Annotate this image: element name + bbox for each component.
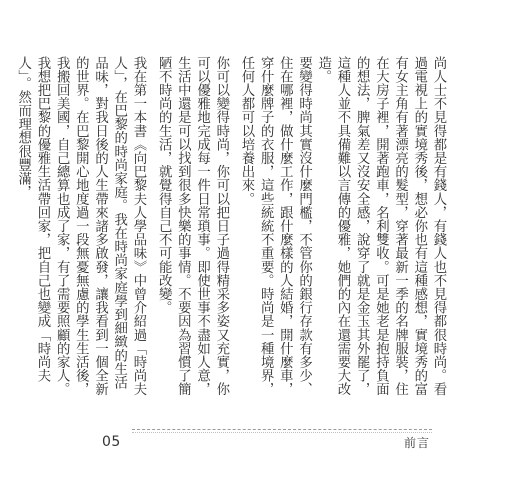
footer-divider xyxy=(132,429,432,430)
section-label: 前言 xyxy=(404,436,431,450)
body-text xyxy=(15,56,448,401)
paragraph-1: 尚人士不見得都是有錢人，有錢人也不見得都很時尚。看過電視上的實境秀後，想必你也有這種感想，實境秀的富有女主角有著漂亮的髮型，穿著最新一季的名牌服裝，住在大房子裡，開著跑車，名利雙收。可是她老是抱持負面的想法，脾氣差又沒安全感，說穿了就是金玉其外罷了，這種人並不具備難以言傳的優雅，她們的內在還需要大改造。 xyxy=(315,56,446,396)
page-number: 05 xyxy=(102,434,121,450)
paragraph-2: 要變得時尚其實沒什麼門檻，不管你的銀行存款有多少、住在哪裡，做什麼工作，跟什麼樣的人結婚，開什麼車，穿什麼牌子的衣服，這些統統不重要。時尚是一種境界，任何人都可以培養出來。 xyxy=(238,56,312,396)
paragraph-3: 你可以變得時尚，你可以把日子過得精采多姿又充實，你可以優雅地完成每一件日常瑣事。即使世事不盡如人意，生活中還是可以找到很多快樂的事情。不要因為習慣了簡陋不時尚的生活，就覺得自己不可能改變。 xyxy=(156,56,229,396)
paragraph-4: 我在第一本書《向巴黎夫人學品味》中曾介紹過「時尚夫人」，在巴黎的時尚家庭。我在時尚家庭學到細緻的生活品味，對我日後的人生帶來諸多啟發，讓我看到一個全新的世界。在巴黎開心地度過一段無憂無慮的學生生活後，我搬回美國，自己總算也成了家，有了需要照顧的家人。我想把巴黎的優雅生活帶回家，把自己也變成「時尚夫人」。然而理想很豐滿， xyxy=(15,56,146,396)
